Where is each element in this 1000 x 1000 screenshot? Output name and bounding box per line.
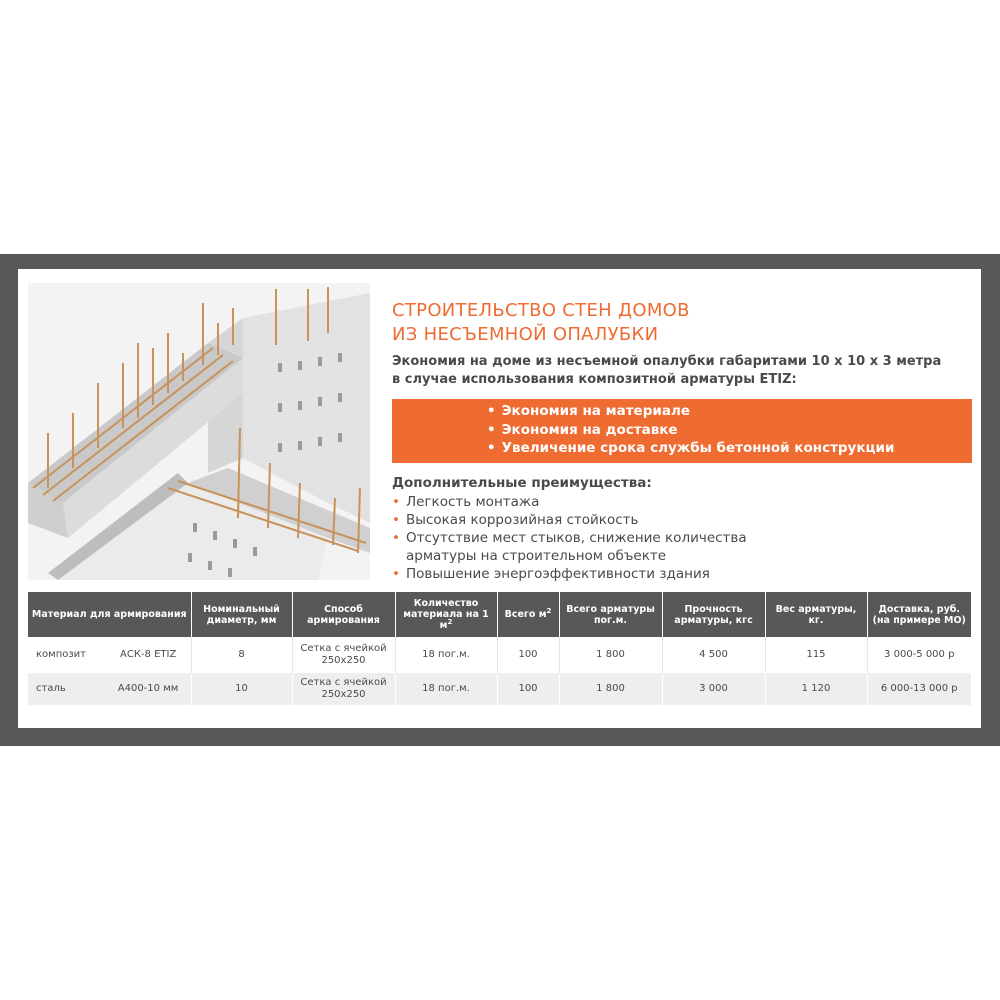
comparison-table bbox=[28, 592, 971, 705]
savings-item: • Экономия на доставке bbox=[487, 421, 678, 438]
advantage-item: • Повышение энергоэффективности здания bbox=[392, 566, 710, 582]
bullet-icon: • bbox=[487, 440, 496, 456]
cell-weight: 1 120 bbox=[765, 673, 867, 705]
cell-strength: 3 000 bbox=[662, 673, 765, 705]
bullet-icon: • bbox=[487, 403, 496, 419]
savings-box bbox=[392, 399, 972, 463]
cell-strength: 4 500 bbox=[662, 637, 765, 673]
header-material: Материал для армирования bbox=[28, 592, 191, 637]
header-strength: Прочность арматуры, кгс bbox=[662, 592, 765, 637]
savings-item: • Экономия на материале bbox=[487, 403, 690, 419]
title-line-1: СТРОИТЕЛЬСТВО СТЕН ДОМОВ bbox=[392, 300, 690, 321]
advantages-list bbox=[392, 493, 747, 583]
header-total-m2: Всего $м^2$ bbox=[497, 592, 559, 637]
header-total-rebar: Всего арматуры пог.м. bbox=[559, 592, 662, 637]
header-method: Способ армирования bbox=[292, 592, 395, 637]
cell-total-rebar: 1 800 bbox=[559, 637, 662, 673]
bullet-icon: • bbox=[392, 566, 400, 582]
cell-total-rebar: 1 800 bbox=[559, 673, 662, 705]
header-weight: Вес арматуры, кг. bbox=[765, 592, 867, 637]
advantage-item: • Отсутствие мест стыков, снижение количества арматуры на строительном объекте bbox=[392, 530, 747, 564]
cell-delivery: 6 000-13 000 р bbox=[867, 673, 971, 705]
header-delivery: Доставка, руб. (на примере МО) bbox=[867, 592, 971, 637]
savings-intro bbox=[392, 353, 972, 389]
formwork-illustration bbox=[28, 283, 370, 580]
table-row bbox=[28, 673, 971, 705]
cell-total-m2: 100 bbox=[497, 637, 559, 673]
page-title bbox=[392, 299, 690, 347]
cell-diameter: 8 bbox=[191, 637, 292, 673]
cell-qty: 18 пог.м. bbox=[395, 673, 497, 705]
cell-weight: 115 bbox=[765, 637, 867, 673]
savings-list bbox=[392, 399, 972, 458]
header-qty: Количество материала на 1 $м^2$ bbox=[395, 592, 497, 637]
subtitle-line-2: в случае использования композитной арматуры ETIZ: bbox=[392, 372, 797, 387]
bullet-icon: • bbox=[392, 494, 400, 510]
bullet-icon: • bbox=[392, 512, 400, 528]
advantages-title: Дополнительные преимущества: bbox=[392, 475, 652, 491]
cell-material: сталь А400-10 мм bbox=[28, 673, 191, 705]
table-header-row bbox=[28, 592, 971, 637]
header-diameter: Номинальный диаметр, мм bbox=[191, 592, 292, 637]
table-row bbox=[28, 637, 971, 673]
cell-diameter: 10 bbox=[191, 673, 292, 705]
cell-method: Сетка с ячейкой 250х250 bbox=[292, 673, 395, 705]
title-line-2: ИЗ НЕСЪЕМНОЙ ОПАЛУБКИ bbox=[392, 324, 659, 345]
advantage-item: • Высокая коррозийная стойкость bbox=[392, 512, 639, 528]
subtitle-line-1: Экономия на доме из несъемной опалубки габаритами 10 х 10 х 3 метра bbox=[392, 354, 942, 369]
cell-material: композит АСК-8 ETIZ bbox=[28, 637, 191, 673]
savings-item: • Увеличение срока службы бетонной конструкции bbox=[487, 440, 895, 456]
cell-qty: 18 пог.м. bbox=[395, 637, 497, 673]
bullet-icon: • bbox=[487, 421, 496, 438]
bullet-icon: • bbox=[392, 530, 400, 546]
cell-delivery: 3 000-5 000 р bbox=[867, 637, 971, 673]
cell-total-m2: 100 bbox=[497, 673, 559, 705]
cell-method: Сетка с ячейкой 250х250 bbox=[292, 637, 395, 673]
advantage-item: • Легкость монтажа bbox=[392, 494, 540, 510]
